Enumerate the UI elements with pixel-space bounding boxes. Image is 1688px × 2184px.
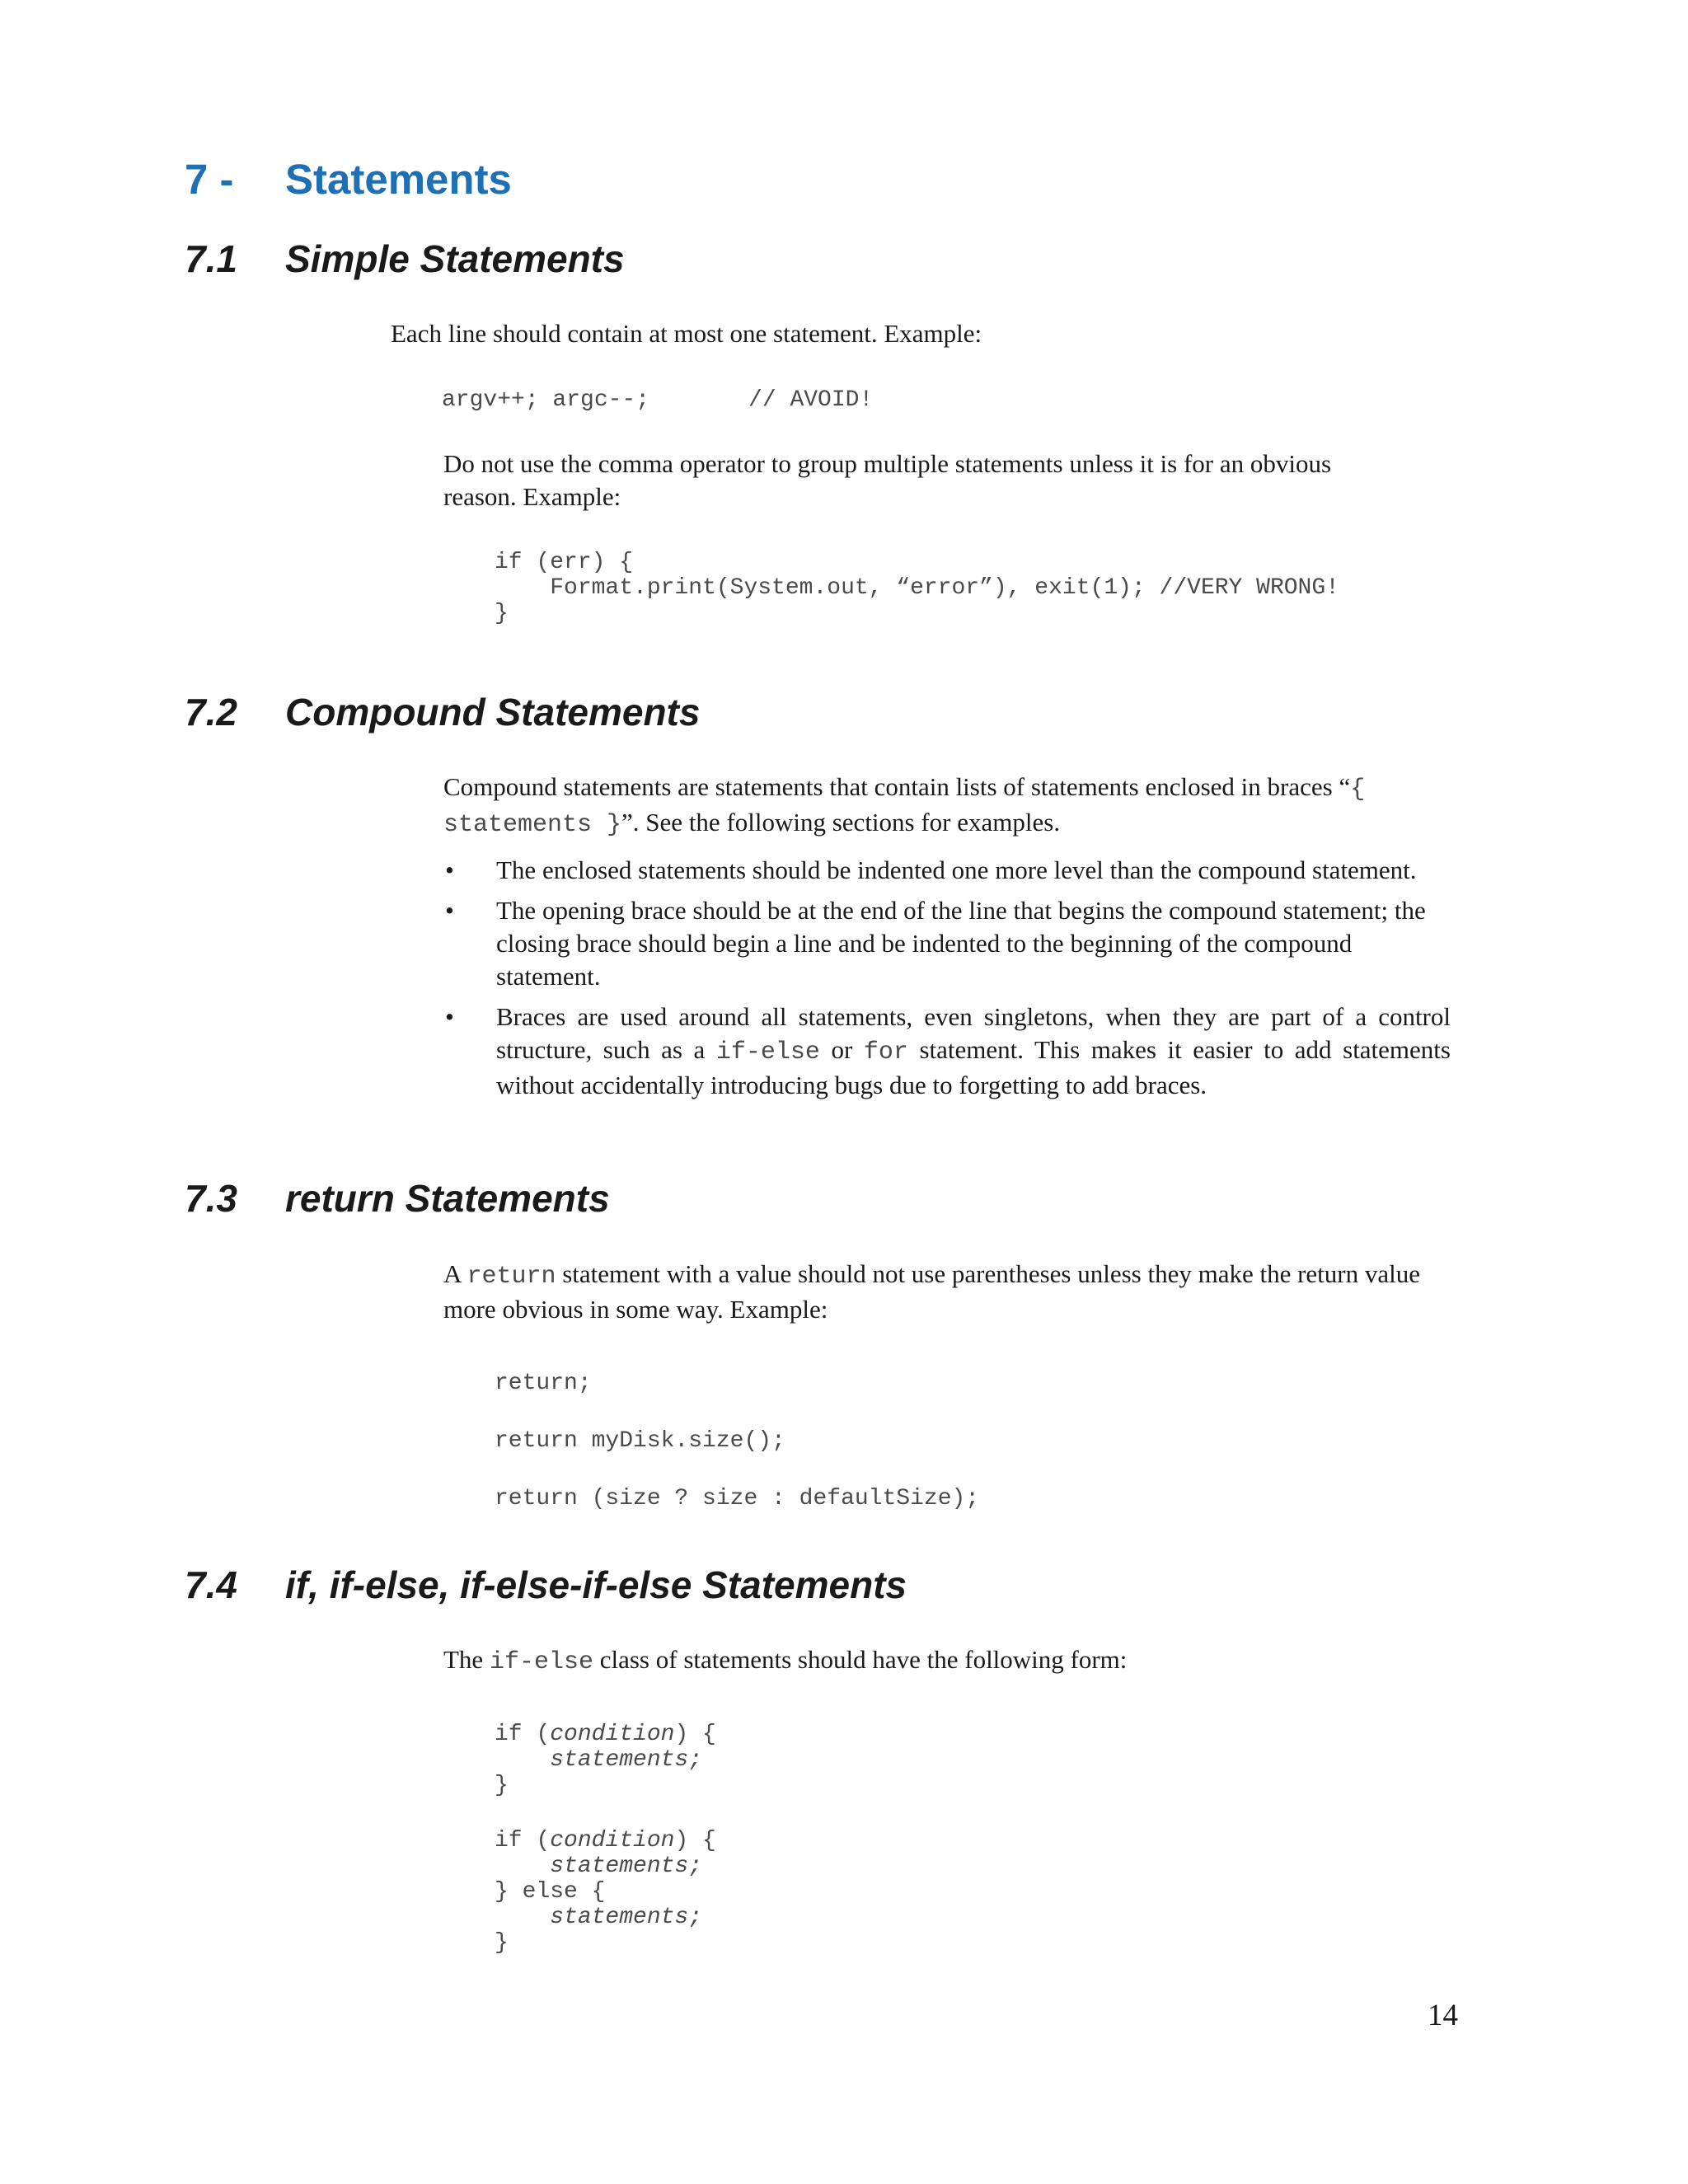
section-heading-7-4 [185,1560,907,1610]
code-return-2: return myDisk.size(); [495,1428,785,1454]
code-line: } [495,1930,509,1956]
code-punct: ) { [674,1722,716,1747]
list-item [445,854,1451,887]
code-line [495,1722,716,1747]
return-statements-text [443,1258,1424,1326]
code-line: if (err) { [495,550,634,575]
text-run: A [443,1259,467,1288]
list-item-text: The enclosed statements should be indented one more level than the compound statement. [496,855,1417,884]
text-run: class of statements should have the following form: [593,1645,1128,1674]
section-number: 7.3 [185,1177,237,1220]
code-return-3: return (size ? size : defaultSize); [495,1486,980,1511]
section-number: 7.4 [185,1563,237,1606]
comma-operator-text: Do not use the comma operator to group multiple statements unless it is for an obvious reason. Example: [443,449,1332,511]
bullet-marker: • [445,896,454,925]
compound-statements-intro [443,771,1424,841]
list-item-text: The opening brace should be at the end of the line that begins the compound statement; the closing brace should begin a line and be indented to the beginning of the compound statement. [496,896,1426,991]
code-return-1: return; [495,1371,592,1396]
inline-code: if-else [489,1648,593,1676]
code-line [495,1905,716,1930]
section-number: 7.1 [185,237,237,280]
code-placeholder: condition [550,1828,675,1854]
code-if-else-form [495,1828,716,1956]
code-keyword: if ( [495,1722,551,1747]
section-title: if, if-else, if-else-if-else Statements [285,1563,907,1606]
section-heading-7-3 [185,1174,610,1223]
intro-text: Compound statements are statements that contain lists of statements enclosed in braces “ [443,772,1351,801]
code-placeholder: statements; [550,1854,703,1879]
code-line [495,1854,716,1879]
inline-code: if-else [715,1038,820,1066]
inline-code: { statements } [443,776,1366,839]
text-run: statement. This makes it easier to add statements without accidentally introducing bugs due to forgetting to add braces. [496,1035,1451,1099]
code-placeholder: statements; [550,1905,703,1930]
text-run: The [443,1645,490,1674]
code-line: } [495,601,509,626]
compound-rules-list [445,854,1451,1109]
section-title: Simple Statements [285,237,625,280]
code-line: } else { [495,1879,606,1905]
if-else-intro [443,1643,1127,1679]
page-number: 14 [1428,1999,1458,2032]
simple-statements-intro: Each line should contain at most one statement. Example: [391,319,982,348]
section-heading-7-1 [185,234,625,284]
code-example-avoid [442,387,873,413]
text-run: Braces are used around all statements, even singletons, when they are part of a control structure, such as a [496,1002,1451,1064]
list-item-text [445,1001,1451,1102]
code-placeholder: condition [550,1722,675,1747]
code-example-comma [495,550,1339,626]
section-title: return Statements [285,1177,610,1220]
bullet-marker: • [445,1002,454,1031]
code-if-form [495,1722,716,1798]
code-line [495,1747,716,1773]
text-run: or [819,1035,864,1064]
section-heading-7-2 [185,687,700,737]
text-run: statement with a value should not use parentheses unless they make the return value more obvious in some way. Example: [443,1259,1421,1324]
code-punct: ) { [674,1828,716,1854]
inline-code: for [863,1038,908,1066]
code-statement: argv++; argc--; [442,387,650,413]
code-line [495,1828,716,1854]
chapter-title: Statements [285,156,512,203]
section-title: Compound Statements [285,691,701,733]
section-number: 7.2 [185,691,237,733]
list-item [445,894,1451,993]
inline-code: return [467,1263,556,1291]
chapter-number: 7 - [185,156,234,203]
chapter-heading [185,152,512,208]
code-line: Format.print(System.out, “error”), exit(1); //VERY WRONG! [495,575,1339,601]
code-placeholder: statements; [550,1747,703,1773]
list-item [445,1001,1451,1102]
intro-text: ”. See the following sections for examples. [621,808,1061,837]
code-keyword: if ( [495,1828,551,1854]
code-comment: // AVOID! [748,387,874,413]
code-line: } [495,1773,509,1798]
bullet-marker: • [445,855,454,884]
